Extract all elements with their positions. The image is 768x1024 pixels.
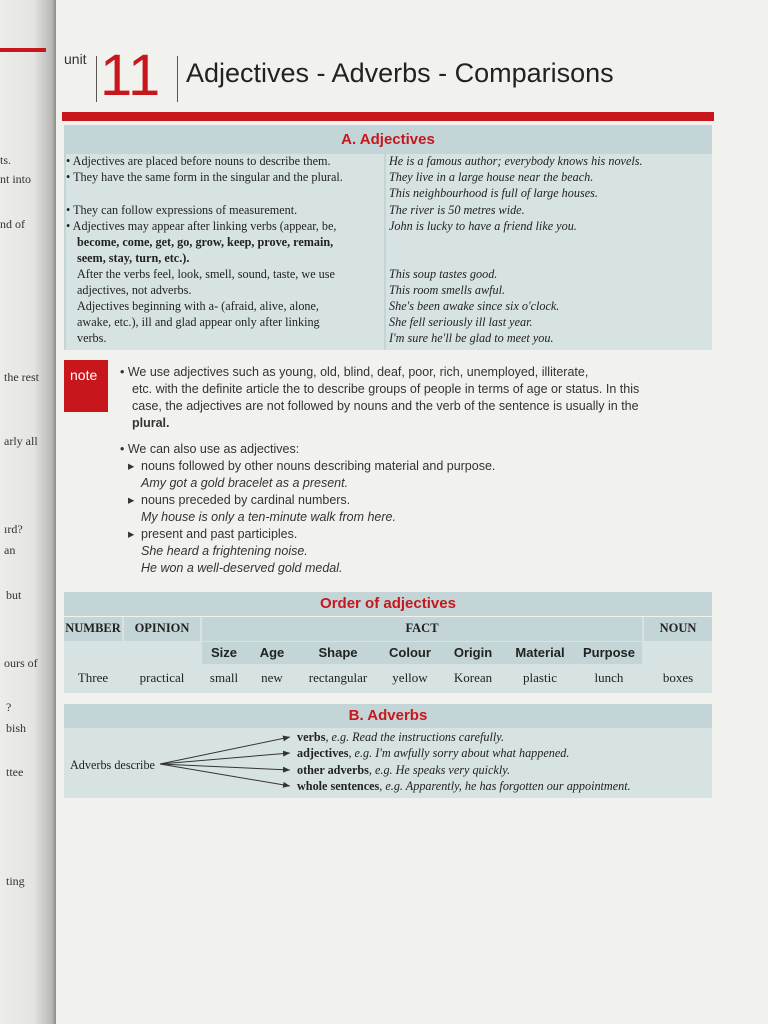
adverb-example: , e.g. He speaks very quickly. (368, 763, 511, 777)
section-b-header (64, 704, 712, 728)
order-cell-age: new (261, 670, 283, 685)
section-a-header (64, 125, 712, 154)
rule-line: adjectives, not adverbs. (77, 283, 192, 297)
fact-col-origin: Origin (453, 645, 493, 660)
order-cell-colour: yellow (392, 670, 428, 685)
note-bullet-icon: ▸ (128, 493, 135, 507)
gutter-fragment: ttee (6, 765, 24, 779)
rule-line: verbs. (77, 331, 107, 345)
section-b-heading: B. Adverbs (348, 707, 428, 724)
note-point: present and past participles. (141, 527, 298, 541)
order-group-noun: NOUN (659, 621, 697, 635)
rule-line: • They have the same form in the singular and the plural. (66, 170, 343, 184)
rule-line: seem, stay, turn, etc.). (77, 251, 190, 265)
gutter-fragment: ting (6, 874, 25, 888)
adverb-line (297, 729, 504, 745)
fact-col-shape: Shape (318, 645, 358, 660)
adverb-term: whole sentences (297, 779, 380, 793)
example-line: They live in a large house near the beach. (389, 170, 594, 184)
gutter-fragment: an (4, 543, 16, 557)
note-example: My house is only a ten-minute walk from here. (141, 510, 396, 524)
adverb-example: , e.g. Apparently, he has forgotten our appointment. (379, 779, 631, 793)
example-line: She fell seriously ill last year. (389, 315, 533, 329)
order-cell-number: Three (77, 670, 109, 685)
example-line: He is a famous author; everybody knows his novels. (389, 154, 643, 168)
note-point: nouns preceded by cardinal numbers. (141, 493, 351, 507)
example-line: This room smells awful. (389, 283, 506, 297)
order-cell-noun: boxes (662, 670, 694, 685)
order-group-opinion: OPINION (134, 621, 190, 635)
note-line: case, the adjectives are not followed by nouns and the verb of the sentence is usually in the (132, 399, 639, 413)
unit-divider (96, 56, 97, 102)
gutter-fragment: the rest (4, 370, 39, 384)
example-line: I'm sure he'll be glad to meet you. (389, 331, 554, 345)
rule-line: Adjectives beginning with a- (afraid, alive, alone, (77, 299, 319, 313)
example-line: This soup tastes good. (389, 267, 498, 281)
adverb-term: adjectives (297, 746, 349, 760)
note-line: etc. with the definite article the to describe groups of people in terms of age or status. In this (132, 382, 640, 396)
order-cell-size: small (209, 670, 239, 685)
note-example: He won a well-deserved gold medal. (141, 561, 343, 575)
order-cell-shape: rectangular (308, 670, 368, 685)
gutter-fragment: arly all (4, 434, 38, 448)
note-line: • We use adjectives such as young, old, blind, deaf, poor, rich, unemployed, illiterate, (120, 365, 589, 379)
adverb-term: other adverbs (297, 763, 369, 777)
note-bullet-icon: ▸ (128, 459, 135, 473)
adverbs-subject: Adverbs describe (70, 758, 155, 772)
example-line: The river is 50 metres wide. (389, 203, 525, 217)
gutter-fragment: ours of (4, 656, 38, 670)
adverb-line (297, 778, 631, 794)
adverb-line (297, 762, 510, 778)
unit-label: unit (64, 51, 87, 67)
example-line: John is lucky to have a friend like you. (389, 219, 577, 233)
note-line: • We can also use as adjectives: (120, 442, 300, 456)
rule-line: After the verbs feel, look, smell, sound, taste, we use (77, 267, 335, 281)
order-group-number: NUMBER (65, 621, 121, 635)
gutter-fragment: ? (6, 700, 12, 714)
example-line: She's been awake since six o'clock. (389, 299, 560, 313)
fact-col-material: Material (515, 645, 565, 660)
section-a-heading: A. Adjectives (341, 131, 435, 148)
page-title: Adjectives - Adverbs - Comparisons (186, 58, 614, 88)
note-line: plural. (132, 416, 170, 430)
order-heading: Order of adjectives (320, 595, 456, 612)
order-group-fact: FACT (405, 621, 439, 635)
note-label: note (70, 367, 98, 383)
gutter-fragment: bish (6, 721, 27, 735)
adverb-line (297, 745, 569, 761)
rule-line: become, come, get, go, grow, keep, prove, remain, (77, 235, 334, 249)
order-cell-material: plastic (523, 670, 557, 685)
adverb-term: verbs (297, 730, 326, 744)
note-example: She heard a frightening noise. (141, 544, 308, 558)
fact-col-colour: Colour (389, 645, 431, 660)
rule-line: • They can follow expressions of measurement. (66, 203, 298, 217)
gutter-red-rule (0, 48, 46, 52)
order-cell-purpose: lunch (594, 670, 624, 685)
order-header (64, 592, 712, 616)
unit-number: 11 (100, 43, 161, 108)
fact-col-age: Age (259, 645, 285, 660)
note-bullet-icon: ▸ (128, 527, 135, 541)
gutter-fragment: nd of (0, 217, 25, 231)
gutter-fragment: nt into (0, 172, 32, 186)
adverb-example: , e.g. I'm awfully sorry about what happened. (348, 746, 570, 760)
gutter-fragment: but (6, 588, 22, 602)
title-red-rule (62, 112, 714, 121)
example-line: This neighbourhood is full of large houses. (389, 186, 598, 200)
order-cell-origin: Korean (453, 670, 493, 685)
fact-col-size: Size (210, 645, 237, 660)
adverb-example: , e.g. Read the instructions carefully. (325, 730, 505, 744)
fact-col-purpose: Purpose (582, 645, 635, 660)
rule-line: • Adjectives may appear after linking verbs (appear, be, (66, 219, 337, 233)
rule-line: awake, etc.), ill and glad appear only after linking (77, 315, 320, 329)
order-cell-opinion: practical (139, 670, 185, 685)
adverb-arrows-icon (156, 730, 296, 794)
note-point: nouns followed by other nouns describing material and purpose. (141, 459, 496, 473)
rule-line: • Adjectives are placed before nouns to describe them. (66, 154, 331, 168)
gutter-fragment: ts. (0, 153, 12, 167)
gutter-fragment: ırd? (4, 522, 23, 536)
note-example: Amy got a gold bracelet as a present. (141, 476, 349, 490)
title-divider (177, 56, 178, 102)
